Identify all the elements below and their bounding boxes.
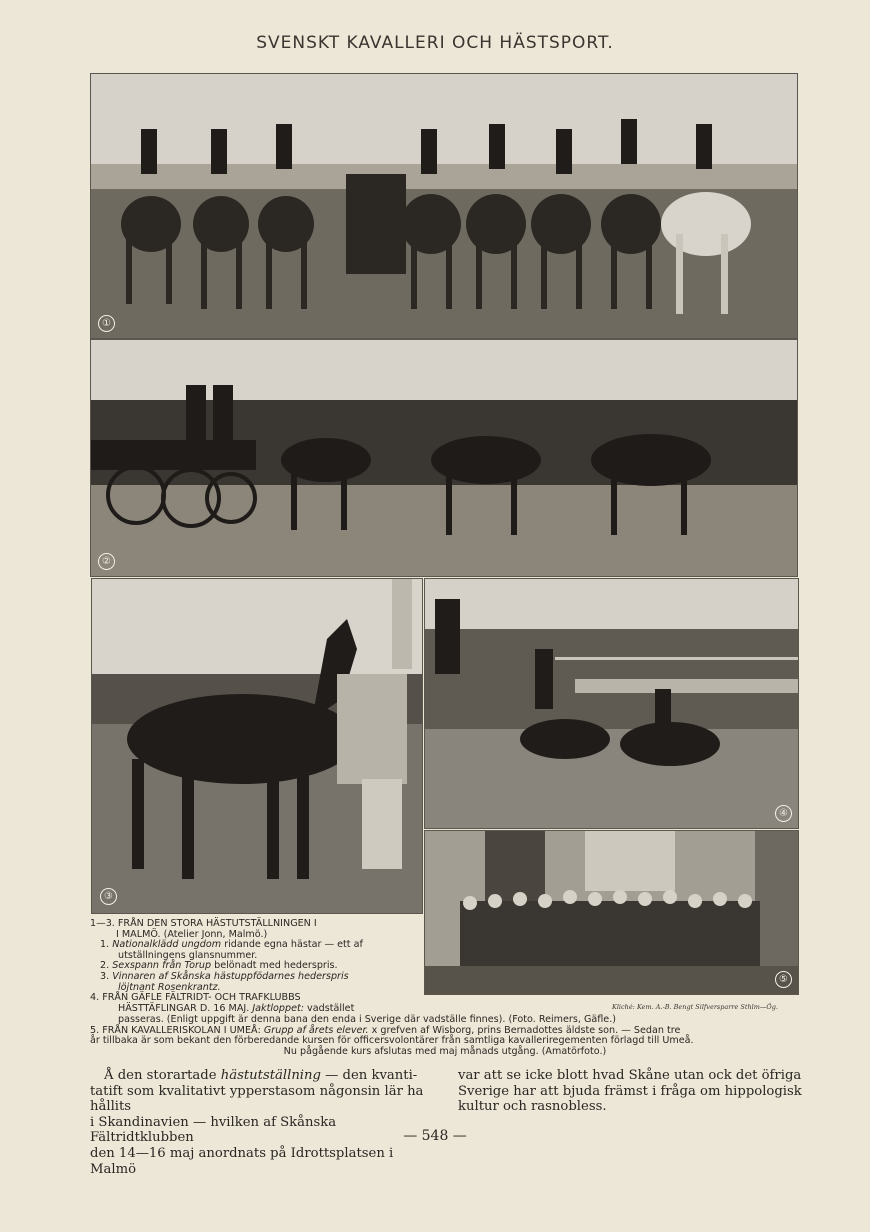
body-line: Å den storartade hästutställning — den kvanti-: [104, 1068, 418, 1083]
photo-number-2: ②: [98, 553, 115, 570]
photo-number-1: ①: [98, 315, 115, 332]
caption-line: HÄSTTÄFLINGAR D. 16 MAJ. Jaktloppet: vadstället: [118, 1002, 355, 1014]
caption-block-left: [90, 919, 420, 1014]
caption-line: år tillbaka är som bekant den förberedande kursen för officersvolontärer från samtliga kavalleriregementen förlagd till Umeå.: [90, 1035, 694, 1047]
caption-line: utställningens glansnummer.: [118, 949, 258, 961]
body-line: den 14—16 maj anordnats på Idrottsplatsen i Malmö: [90, 1145, 394, 1177]
photo-hunt-water-crossing: [424, 578, 799, 829]
caption-line: 1—3. FRÅN DEN STORA HÄSTUTSTÄLLNINGEN I: [90, 918, 317, 929]
caption-line: Nu pågående kurs afslutas med maj månads utgång. (Amatörfoto.): [283, 1045, 607, 1057]
caption-line: 1. Nationalklädd ungdom ridande egna hästar — ett af: [100, 939, 363, 951]
caption-line: I MALMÖ. (Atelier Jonn, Malmö.): [116, 928, 268, 940]
body-line: kultur och rasnobless.: [458, 1099, 607, 1115]
body-column-left: [90, 1068, 440, 1177]
photo-number-4: ④: [775, 805, 792, 822]
caption-line: 3. Vinnaren af Skånska hästuppfödarnes hederspris: [100, 970, 349, 982]
photo-number-5: ⑤: [775, 971, 792, 988]
photo-riders-costume: [90, 73, 798, 339]
body-line: i Skandinavien — hvilken af Skånska Fältridtklubben: [90, 1114, 337, 1146]
caption-line: passeras. (Enligt uppgift är denna bana den enda i Sverige där vadställe finnes). (Foto. Reimers, Gäfle.): [118, 1014, 617, 1025]
body-line: tatift som kvalitativt ypperstasom någonsin lär ha hållits: [90, 1083, 424, 1115]
photo-winning-horse: [91, 578, 423, 914]
page-header: SVENSKT KAVALLERI OCH HÄSTSPORT.: [256, 33, 614, 53]
body-column-right: [458, 1068, 803, 1115]
page-number: — 548 —: [403, 1128, 467, 1144]
photo-number-3: ③: [100, 888, 117, 905]
caption-block-wide: [90, 1015, 800, 1057]
body-line: var att se icke blott hvad Skåne utan ock det öfriga: [458, 1068, 802, 1083]
photo-student-group: [424, 830, 799, 995]
photo-six-horse-carriage: [90, 339, 798, 577]
caption-line: 5. FRÅN KAVALLERISKOLAN I UMEÅ: Grupp af årets elever. x grefven af Wisborg, prins Bernadottes äldste son. — Sedan tre: [90, 1024, 681, 1036]
body-line: Sverige har att bjuda främst i fråga om hippologisk: [458, 1083, 802, 1099]
caption-line: 4. FRÅN GÄFLE FÄLTRIDT- OCH TRAFKLUBBS: [90, 992, 301, 1004]
cliche-credit: Kliché: Kem. A.-B. Bengt Silfversparre Sthlm—Ög.: [612, 1003, 778, 1011]
caption-line: löjtnant Rosenkrantz.: [118, 981, 221, 993]
caption-line: 2. Sexspann från Torup belönadt med hederspris.: [100, 960, 338, 972]
